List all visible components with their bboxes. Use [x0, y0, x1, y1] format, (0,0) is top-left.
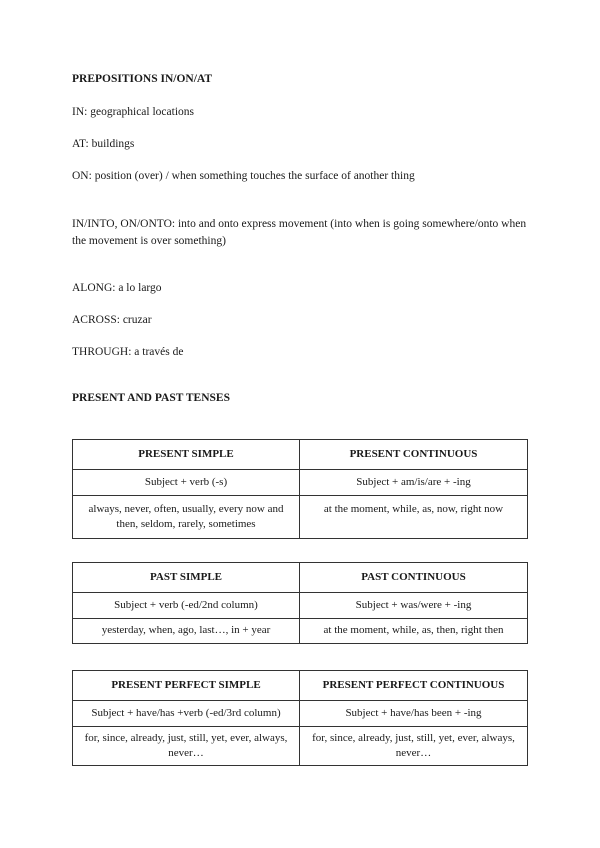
past-tenses-table	[72, 562, 528, 644]
definition: a través de	[131, 346, 184, 358]
preposition-on	[72, 168, 415, 185]
table-header-row	[73, 671, 528, 701]
table-row	[73, 496, 528, 539]
tenses-title: PRESENT AND PAST TENSES	[72, 392, 230, 404]
header-past-simple: PAST SIMPLE	[73, 563, 300, 593]
definition: cruzar	[119, 314, 152, 326]
preposition-at	[72, 136, 134, 153]
header-present-perfect-simple: PRESENT PERFECT SIMPLE	[73, 671, 300, 701]
definition: buildings	[88, 138, 135, 150]
structure-cell: Subject + am/is/are + -ing	[300, 470, 528, 496]
markers-cell: always, never, often, usually, every now and then, seldom, rarely, sometimes	[73, 496, 300, 539]
header-present-continuous: PRESENT CONTINUOUS	[300, 440, 528, 470]
present-tenses-table	[72, 439, 528, 539]
structure-cell: Subject + was/were + -ing	[300, 593, 528, 619]
definition: a lo largo	[115, 282, 162, 294]
markers-cell: at the moment, while, as, then, right then	[300, 619, 528, 644]
term: ACROSS:	[72, 314, 120, 326]
table-row	[73, 619, 528, 644]
table-row	[73, 701, 528, 727]
definition: position (over) / when something touches the surface of another thing	[91, 170, 415, 182]
term: THROUGH:	[72, 346, 132, 358]
preposition-across	[72, 312, 152, 329]
table-header-row	[73, 563, 528, 593]
prepositions-title: PREPOSITIONS IN/ON/AT	[72, 73, 213, 85]
term: ON:	[72, 170, 92, 182]
markers-cell: yesterday, when, ago, last…, in + year	[73, 619, 300, 644]
preposition-in	[72, 104, 194, 121]
term: IN/INTO, ON/ONTO:	[72, 218, 176, 230]
preposition-through	[72, 344, 183, 361]
term: AT:	[72, 138, 89, 150]
structure-cell: Subject + verb (-ed/2nd column)	[73, 593, 300, 619]
structure-cell: Subject + have/has +verb (-ed/3rd column)	[73, 701, 300, 727]
definition: geographical locations	[87, 106, 194, 118]
term: IN:	[72, 106, 88, 118]
term: ALONG:	[72, 282, 116, 294]
present-perfect-table	[72, 670, 528, 766]
table-row	[73, 593, 528, 619]
table-row	[73, 470, 528, 496]
markers-cell: at the moment, while, as, now, right now	[300, 496, 528, 539]
structure-cell: Subject + have/has been + -ing	[300, 701, 528, 727]
preposition-along	[72, 280, 162, 297]
preposition-movement	[72, 216, 528, 249]
header-present-simple: PRESENT SIMPLE	[73, 440, 300, 470]
markers-cell: for, since, already, just, still, yet, ever, always, never…	[300, 727, 528, 766]
definition: into and onto express movement (into when is going somewhere/onto when the movement is over something)	[72, 218, 527, 247]
table-row	[73, 727, 528, 766]
table-header-row	[73, 440, 528, 470]
markers-cell: for, since, already, just, still, yet, ever, always, never…	[73, 727, 300, 766]
header-past-continuous: PAST CONTINUOUS	[300, 563, 528, 593]
structure-cell: Subject + verb (-s)	[73, 470, 300, 496]
header-present-perfect-continuous: PRESENT PERFECT CONTINUOUS	[300, 671, 528, 701]
